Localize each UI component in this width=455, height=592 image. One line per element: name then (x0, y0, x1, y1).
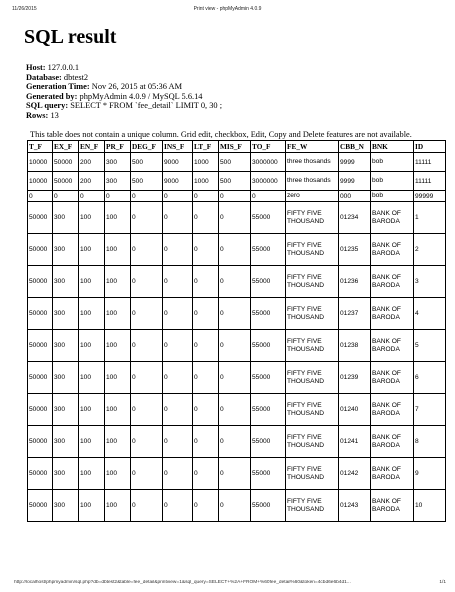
table-cell: three thosands (286, 172, 339, 191)
table-cell: FIFTY FIVE THOUSAND (286, 458, 339, 490)
table-cell: 100 (79, 266, 105, 298)
column-header: LT_F (193, 141, 219, 153)
table-cell: 0 (251, 191, 286, 202)
table-cell: 100 (79, 362, 105, 394)
table-cell: 0 (131, 330, 163, 362)
table-cell: 55000 (251, 234, 286, 266)
table-cell: 100 (105, 330, 131, 362)
column-header: ID (414, 141, 446, 153)
print-footer (14, 580, 446, 587)
meta-generation-time: Generation Time: Nov 26, 2015 at 05:36 AM (26, 82, 183, 92)
table-cell: BANK OF BARODA (371, 490, 414, 522)
table-cell: 11111 (414, 153, 446, 172)
table-cell: 50000 (28, 202, 53, 234)
table-cell: 100 (105, 426, 131, 458)
table-cell: 100 (105, 202, 131, 234)
table-cell: 55000 (251, 330, 286, 362)
table-cell: 300 (53, 234, 79, 266)
table-cell: FIFTY FIVE THOUSAND (286, 426, 339, 458)
table-cell: 50000 (28, 458, 53, 490)
table-row (28, 153, 446, 172)
table-cell: 3000000 (251, 153, 286, 172)
table-cell: 300 (53, 202, 79, 234)
table-row (28, 490, 446, 522)
table-cell: 0 (163, 394, 193, 426)
table-cell: 0 (193, 298, 219, 330)
table-cell: 300 (53, 330, 79, 362)
table-cell: 01238 (339, 330, 371, 362)
table-cell: 100 (79, 458, 105, 490)
table-cell: 300 (105, 172, 131, 191)
table-cell: 0 (131, 490, 163, 522)
table-cell: BANK OF BARODA (371, 298, 414, 330)
table-cell: 300 (53, 394, 79, 426)
table-cell: 300 (105, 153, 131, 172)
table-cell: 0 (219, 362, 251, 394)
table-row (28, 191, 446, 202)
table-cell: 0 (193, 458, 219, 490)
table-cell: 200 (79, 153, 105, 172)
table-cell: 50000 (28, 330, 53, 362)
table-cell: 0 (79, 191, 105, 202)
table-cell: 10000 (28, 153, 53, 172)
table-cell: 50000 (28, 266, 53, 298)
table-row (28, 266, 446, 298)
table-cell: 01243 (339, 490, 371, 522)
table-cell: 300 (53, 298, 79, 330)
table-cell: FIFTY FIVE THOUSAND (286, 234, 339, 266)
table-cell: 0 (131, 362, 163, 394)
page-url: http://localhost/phpmyadmin/sql.php?db=dbtest2&table=fee_detail&printview=1&sql_query=SELECT+%2A+FROM+%60fee_detail%60&token=4cbd6e6b4d1... (14, 580, 351, 585)
table-cell: 0 (163, 330, 193, 362)
table-cell: 0 (219, 490, 251, 522)
table-cell: BANK OF BARODA (371, 202, 414, 234)
table-cell: 1 (414, 202, 446, 234)
table-cell: 100 (105, 266, 131, 298)
table-cell: bob (371, 191, 414, 202)
table-cell: 0 (163, 191, 193, 202)
table-cell: 0 (131, 426, 163, 458)
table-cell: 0 (163, 458, 193, 490)
table-cell: 300 (53, 458, 79, 490)
table-cell: FIFTY FIVE THOUSAND (286, 330, 339, 362)
table-cell: 0 (193, 490, 219, 522)
table-cell: 50000 (53, 153, 79, 172)
table-cell: 100 (105, 490, 131, 522)
table-cell: 0 (193, 330, 219, 362)
table-cell: 7 (414, 394, 446, 426)
table-header-row (28, 141, 446, 153)
table-cell: 100 (79, 234, 105, 266)
table-cell: 0 (193, 234, 219, 266)
table-cell: 8 (414, 426, 446, 458)
table-row (28, 234, 446, 266)
table-cell: 0 (131, 191, 163, 202)
table-cell: 0 (163, 426, 193, 458)
table-cell: bob (371, 153, 414, 172)
table-cell: 99999 (414, 191, 446, 202)
table-cell: three thosands (286, 153, 339, 172)
table-row (28, 458, 446, 490)
table-cell: 2 (414, 234, 446, 266)
table-row (28, 298, 446, 330)
table-cell: 300 (53, 266, 79, 298)
table-cell: 0 (219, 202, 251, 234)
column-header: T_F (28, 141, 53, 153)
column-header: TO_F (251, 141, 286, 153)
table-cell: 0 (193, 202, 219, 234)
table-row (28, 330, 446, 362)
table-row (28, 394, 446, 426)
table-cell: 55000 (251, 298, 286, 330)
column-header: EN_F (79, 141, 105, 153)
table-cell: BANK OF BARODA (371, 394, 414, 426)
table-cell: 500 (219, 172, 251, 191)
table-cell: 01239 (339, 362, 371, 394)
table-cell: 500 (131, 172, 163, 191)
column-header: PR_F (105, 141, 131, 153)
table-cell: 0 (163, 298, 193, 330)
table-cell: FIFTY FIVE THOUSAND (286, 362, 339, 394)
table-cell: 0 (219, 458, 251, 490)
table-cell: 100 (105, 298, 131, 330)
print-title: Print view - phpMyAdmin 4.0.9 (193, 6, 262, 12)
result-table (27, 140, 446, 522)
table-cell: 100 (79, 426, 105, 458)
table-cell: 0 (105, 191, 131, 202)
unique-column-notice: This table does not contain a unique column. Grid edit, checkbox, Edit, Copy and Delete features are not available. (30, 130, 412, 139)
column-header: CBB_N (339, 141, 371, 153)
table-cell: 0 (219, 394, 251, 426)
page-number: 1/1 (439, 580, 446, 585)
table-cell: 01241 (339, 426, 371, 458)
table-cell: 50000 (28, 362, 53, 394)
table-cell: 01236 (339, 266, 371, 298)
table-cell: 0 (163, 202, 193, 234)
table-cell: FIFTY FIVE THOUSAND (286, 202, 339, 234)
table-body (28, 153, 446, 522)
table-cell: 9999 (339, 172, 371, 191)
column-header: EX_F (53, 141, 79, 153)
table-row (28, 362, 446, 394)
table-cell: 0 (219, 234, 251, 266)
table-cell: 100 (105, 458, 131, 490)
table-cell: 000 (339, 191, 371, 202)
table-cell: 500 (219, 153, 251, 172)
table-cell: 300 (53, 362, 79, 394)
table-cell: 55000 (251, 362, 286, 394)
table-cell: 100 (79, 298, 105, 330)
table-cell: 50000 (28, 426, 53, 458)
table-cell: 0 (163, 266, 193, 298)
table-cell: 50000 (28, 394, 53, 426)
column-header: MIS_F (219, 141, 251, 153)
table-cell: 100 (79, 330, 105, 362)
table-cell: 0 (163, 362, 193, 394)
table-cell: 0 (219, 191, 251, 202)
table-cell: 0 (53, 191, 79, 202)
table-cell: 0 (28, 191, 53, 202)
table-cell: 0 (193, 266, 219, 298)
meta-rows: Rows: 13 (26, 110, 59, 120)
table-cell: 50000 (28, 234, 53, 266)
table-cell: 01237 (339, 298, 371, 330)
column-header: BNK (371, 141, 414, 153)
table-cell: BANK OF BARODA (371, 266, 414, 298)
table-cell: 50000 (53, 172, 79, 191)
table-cell: 0 (131, 202, 163, 234)
table-cell: 300 (53, 426, 79, 458)
column-header: FE_W (286, 141, 339, 153)
table-cell: 0 (131, 394, 163, 426)
table-cell: 1000 (193, 153, 219, 172)
table-cell: 9000 (163, 153, 193, 172)
table-cell: 0 (193, 362, 219, 394)
table-cell: BANK OF BARODA (371, 362, 414, 394)
table-cell: 0 (131, 234, 163, 266)
table-cell: 100 (105, 362, 131, 394)
table-cell: 0 (131, 266, 163, 298)
table-cell: 100 (79, 394, 105, 426)
meta-sql-query: SQL query: SELECT * FROM `fee_detail` LIMIT 0, 30 ; (26, 101, 223, 111)
result-metadata (26, 63, 222, 121)
table-cell: 0 (163, 234, 193, 266)
table-cell: 01242 (339, 458, 371, 490)
table-cell: 0 (219, 266, 251, 298)
table-cell: 200 (79, 172, 105, 191)
table-cell: 55000 (251, 426, 286, 458)
table-cell: 0 (193, 426, 219, 458)
table-cell: FIFTY FIVE THOUSAND (286, 394, 339, 426)
table-cell: 11111 (414, 172, 446, 191)
table-cell: 3 (414, 266, 446, 298)
table-cell: 9999 (339, 153, 371, 172)
table-cell: 300 (53, 490, 79, 522)
table-row (28, 202, 446, 234)
page-title: SQL result (24, 26, 117, 48)
table-cell: 01234 (339, 202, 371, 234)
table-cell: 55000 (251, 394, 286, 426)
table-cell: BANK OF BARODA (371, 426, 414, 458)
table-cell: 55000 (251, 490, 286, 522)
table-cell: 5 (414, 330, 446, 362)
table-cell: 55000 (251, 266, 286, 298)
table-cell: 100 (105, 394, 131, 426)
table-cell: 55000 (251, 458, 286, 490)
print-date: 11/26/2015 (12, 6, 37, 12)
table-cell: 6 (414, 362, 446, 394)
table-cell: 01235 (339, 234, 371, 266)
table-cell: 10000 (28, 172, 53, 191)
table-cell: 9000 (163, 172, 193, 191)
table-row (28, 172, 446, 191)
table-cell: FIFTY FIVE THOUSAND (286, 298, 339, 330)
table-cell: BANK OF BARODA (371, 458, 414, 490)
meta-database: Database: dbtest2 (26, 72, 89, 82)
column-header: INS_F (163, 141, 193, 153)
table-cell: 0 (219, 426, 251, 458)
table-cell: 0 (219, 330, 251, 362)
table-cell: 100 (79, 202, 105, 234)
column-header: DEG_F (131, 141, 163, 153)
table-cell: 55000 (251, 202, 286, 234)
table-cell: zero (286, 191, 339, 202)
table-cell: 0 (131, 458, 163, 490)
table-cell: 50000 (28, 298, 53, 330)
meta-host: Host: 127.0.0.1 (26, 63, 80, 72)
table-cell: 01240 (339, 394, 371, 426)
meta-generated-by: Generated by: phpMyAdmin 4.0.9 / MySQL 5.6.14 (26, 91, 203, 101)
table-cell: 0 (131, 298, 163, 330)
table-cell: 100 (105, 234, 131, 266)
table-cell: 100 (79, 490, 105, 522)
table-cell: bob (371, 172, 414, 191)
table-cell: 0 (163, 490, 193, 522)
table-cell: BANK OF BARODA (371, 234, 414, 266)
table-cell: 4 (414, 298, 446, 330)
table-cell: 1000 (193, 172, 219, 191)
table-row (28, 426, 446, 458)
table-cell: 9 (414, 458, 446, 490)
table-cell: FIFTY FIVE THOUSAND (286, 266, 339, 298)
table-cell: 0 (193, 394, 219, 426)
table-cell: FIFTY FIVE THOUSAND (286, 490, 339, 522)
table-cell: 0 (219, 298, 251, 330)
table-cell: 500 (131, 153, 163, 172)
table-cell: 0 (193, 191, 219, 202)
table-cell: BANK OF BARODA (371, 330, 414, 362)
table-cell: 3000000 (251, 172, 286, 191)
table-cell: 10 (414, 490, 446, 522)
table-cell: 50000 (28, 490, 53, 522)
